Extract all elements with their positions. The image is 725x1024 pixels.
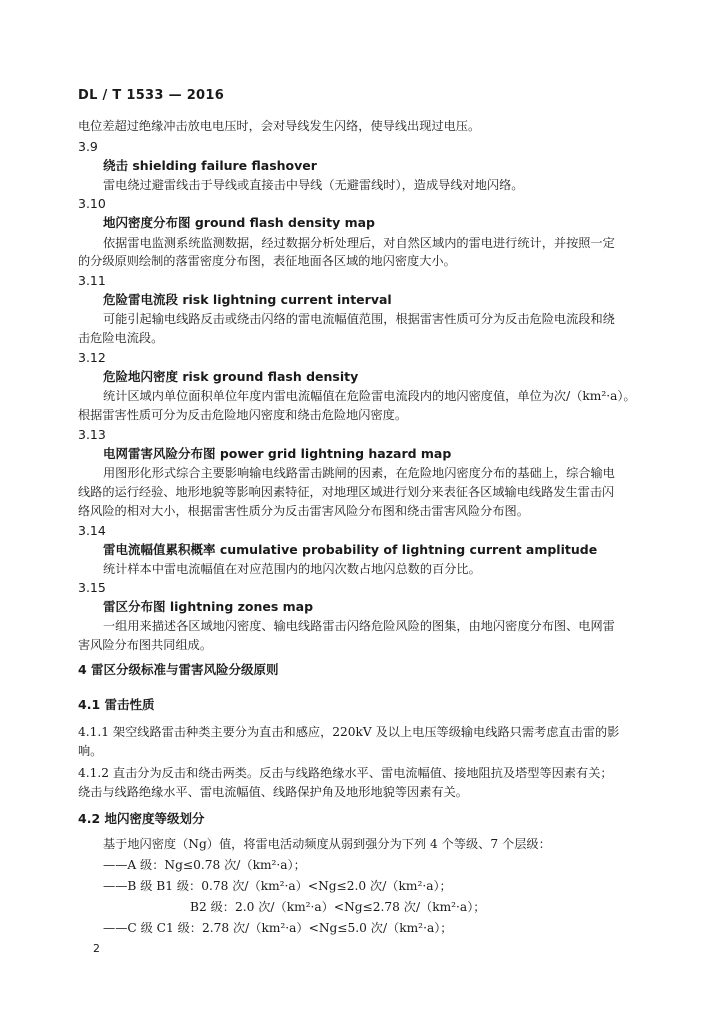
subsection-heading: 4.1 雷击性质 [78,697,155,712]
list-item: ——A 级：Ng≤0.78 次/（km²·a）； [103,858,306,872]
clause-number: 3.13 [78,427,106,442]
list-item: B2 级：2.0 次/（km²·a）<Ng≤2.78 次/（km²·a）； [190,900,486,914]
clause-number: 3.9 [78,139,98,154]
clause-number: 3.12 [78,350,106,365]
body-line: 雷电绕过避雷线击于导线或直接击中导线（无避雷线时），造成导线对地闪络。 [103,178,524,192]
standard-header: DL / T 1533 — 2016 [78,88,225,103]
clause-number: 3.11 [78,273,106,288]
body-line: 4.1.2 直击分为反击和绕击两类。反击与线路绝缘水平、雷电流幅值、接地阻抗及塔型等因素有关； [78,766,613,780]
body-line: 依据雷电监测系统监测数据，经过数据分析处理后，对自然区域内的雷电进行统计，并按照一定 [103,236,615,250]
body-line: 根据雷害性质可分为反击危险地闪密度和绕击危险地闪密度。 [78,408,408,422]
body-line: 用图形化形式综合主要影响输电线路雷击跳闸的因素，在危险地闪密度分布的基础上，综合输电 [103,466,615,480]
body-line: 的分级原则绘制的落雷密度分布图，表征地面各区域的地闪密度大小。 [78,254,456,268]
body-line: 响。 [78,744,103,758]
term-heading: 绕击 shielding failure flashover [103,158,317,173]
term-heading: 电网雷害风险分布图 power grid lightning hazard map [103,446,452,461]
clause-number: 3.10 [78,196,106,211]
term-heading: 雷区分布图 lightning zones map [103,599,314,614]
clause-number: 3.15 [78,580,106,595]
term-heading: 危险雷电流段 risk lightning current interval [103,292,392,307]
body-line: 统计样本中雷电流幅值在对应范围内的地闪次数占地闪总数的百分比。 [103,562,481,576]
body-line: 统计区域内单位面积单位年度内雷电流幅值在危险雷电流段内的地闪密度值，单位为次/（km²·a）。 [103,389,636,403]
body-line: 可能引起输电线路反击或绕击闪络的雷电流幅值范围，根据雷害性质可分为反击危险电流段和绕 [103,312,615,326]
list-item: ——C 级 C1 级：2.78 次/（km²·a）<Ng≤5.0 次/（km²·a）； [103,921,453,935]
list-item: ——B 级 B1 级：0.78 次/（km²·a）<Ng≤2.0 次/（km²·a）； [103,879,452,893]
body-line: 一组用来描述各区域地闪密度、输电线路雷击闪络危险风险的图集，由地闪密度分布图、电网雷 [103,619,615,633]
subsection-heading: 4.2 地闪密度等级划分 [78,811,205,826]
body-line: 基于地闪密度（Ng）值，将雷电活动频度从弱到强分为下列 4 个等级、7 个层级： [103,837,551,851]
body-line: 击危险电流段。 [78,331,164,345]
body-line: 4.1.1 架空线路雷击种类主要分为直击和感应，220kV 及以上电压等级输电线路只需考虑直击雷的影 [78,725,620,739]
body-line: 线路的运行经验、地形地貌等影响因素特征，对地理区域进行划分来表征各区域输电线路发生雷击闪 [78,485,615,499]
body-line: 绕击与线路绝缘水平、雷电流幅值、线路保护角及地形地貌等因素有关。 [78,785,468,799]
body-line: 络风险的相对大小，根据雷害性质分为反击雷害风险分布图和绕击雷害风险分布图。 [78,504,529,518]
term-heading: 雷电流幅值累积概率 cumulative probability of lightning current amplitude [103,542,598,557]
body-line: 害风险分布图共同组成。 [78,638,213,652]
page-number: 2 [93,942,100,955]
body-line: 电位差超过绝缘冲击放电电压时，会对导线发生闪络，使导线出现过电压。 [78,119,481,133]
section-heading: 4 雷区分级标准与雷害风险分级原则 [78,662,279,677]
clause-number: 3.14 [78,523,106,538]
term-heading: 地闪密度分布图 ground flash density map [103,215,375,230]
term-heading: 危险地闪密度 risk ground flash density [103,369,359,384]
